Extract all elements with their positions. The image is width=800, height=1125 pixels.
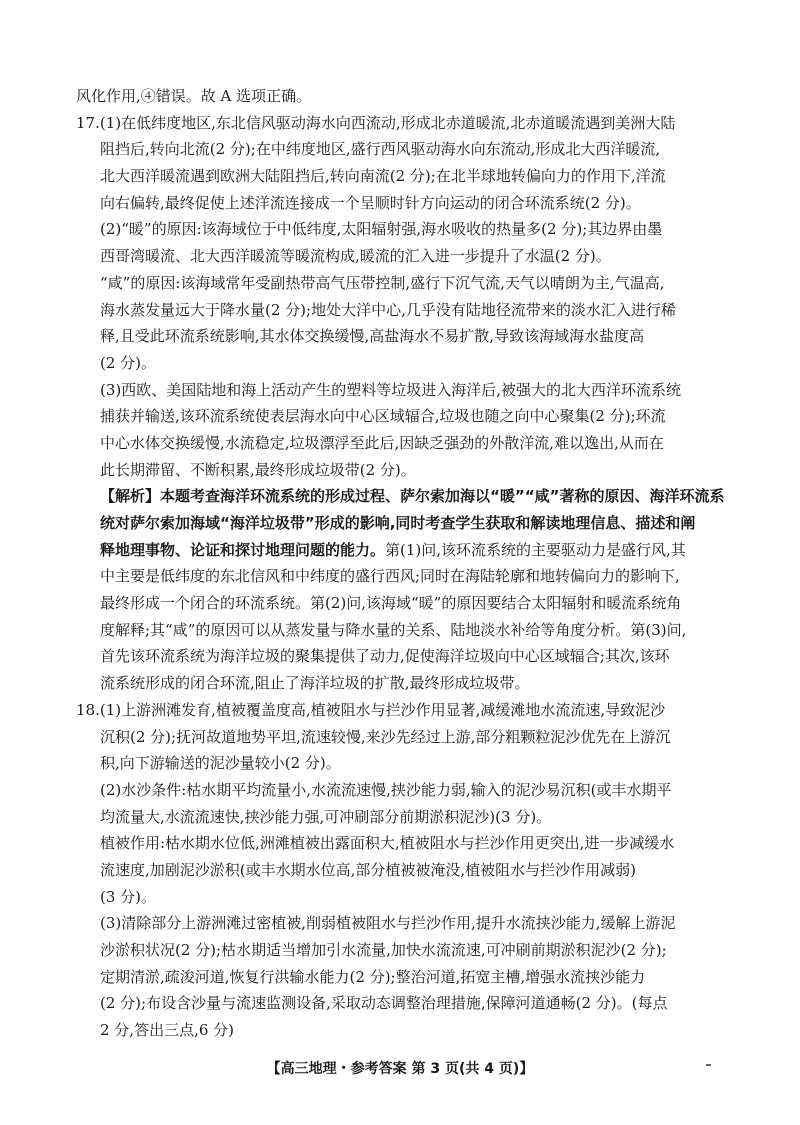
text-line: 捕获并输送,该环流系统使表层海水向中心区域辐合,垃圾也随之向中心聚集(2 分);环流: [100, 407, 666, 426]
text-line: (2)水沙条件:枯水期平均流量小,水流流速慢,挟沙能力弱,输入的泥沙易沉积(或丰水期平: [100, 780, 672, 799]
text-line: 流系统形成的闭合环流,阻止了海洋垃圾的扩散,最终形成垃圾带。: [100, 674, 530, 693]
text-line: 中主要是低纬度的东北信风和中纬度的盛行西风;同时在海陆轮廓和地转偏向力的影响下,: [100, 567, 680, 586]
text-line: 海水蒸发量远大于降水量(2 分);地处大洋中心,几乎没有陆地径流带来的淡水汇入进行稀: [100, 300, 676, 319]
text-line: (2 分)。: [100, 353, 157, 372]
text-line: 阻挡后,转向北流(2 分);在中纬度地区,盛行西风驱动海水向东流动,形成北大西洋暖流,: [100, 140, 661, 159]
analysis-line: [76, 483, 728, 510]
text-line: (2 分);布设含沙量与流速监测设备,采取动态调整治理措施,保障河道通畅(2 分)。(每点: [100, 994, 668, 1013]
text-line: 西哥湾暖流、北大西洋暖流等暖流构成,暖流的汇入进一步提升了水温(2 分)。: [100, 247, 611, 266]
text-line: 最终形成一个闭合的环流系统。第(2)问,该海域“暖”的原因要结合太阳辐射和暖流系统角: [100, 594, 682, 613]
text-line: 首先该环流系统为海洋垃圾的聚集提供了动力,促使海洋垃圾向中心区域辐合;其次,该环: [100, 647, 670, 666]
scan-mark: [706, 1064, 711, 1066]
text-line: 沉积(2 分);抚河故道地势平坦,流速较慢,来沙先经过上游,部分粗颗粒泥沙优先在上游沉: [100, 727, 671, 746]
question-17-line: 17.(1)在低纬度地区,东北信风驱动海水向西流动,形成北赤道暖流,北赤道暖流遇到美洲大陆: [76, 113, 676, 132]
text-line: (3)清除部分上游洲滩过密植被,削弱植被阻水与拦沙作用,提升水流挟沙能力,缓解上游泥: [100, 914, 676, 933]
text-line: 均流量大,水流流速快,挟沙能力强,可冲刷部分前期淤积泥沙)(3 分)。: [100, 807, 552, 826]
text-line: 向右偏转,最终促使上述洋流连接成一个呈顺时针方向运动的闭合环流系统(2 分)。: [100, 193, 641, 212]
text-line: (3)西欧、美国陆地和海上活动产生的塑料等垃圾进入海洋后,被强大的北大西洋环流系统: [100, 380, 682, 399]
analysis-tag: 【解析】: [100, 487, 161, 506]
text-line: 度解释;其“咸”的原因可以从蒸发量与降水量的关系、陆地淡水补给等角度分析。第(3)问,: [100, 620, 687, 639]
text-line: 积,向下游输送的泥沙量较小(2 分)。: [100, 754, 341, 773]
analysis-text: 第(1)问,该环流系统的主要驱动力是盛行风,其: [385, 540, 686, 559]
analysis-bold-text: 本题考查海洋环流系统的形成过程、萨尔索加海以“暖”“咸”著称的原因、海洋环流系: [160, 487, 725, 506]
text-line: “咸”的原因:该海域常年受副热带高气压带控制,盛行下沉气流,天气以晴朗为主,气温高,: [100, 273, 665, 292]
text-line: 植被作用:枯水期水位低,洲滩植被出露面积大,植被阻水与拦沙作用更突出,进一步减缓水: [100, 834, 675, 853]
question-18-line: 18.(1)上游洲滩发育,植被覆盖度高,植被阻水与拦沙作用显著,减缓滩地水流流速,导致泥沙: [76, 700, 666, 719]
text-line: 沙淤积状况(2 分);枯水期适当增加引水流量,加快水流流速,可冲刷前期淤积泥沙(2 分);: [100, 941, 667, 959]
text-line: (3 分)。: [100, 887, 157, 906]
text-line: 此长期滞留、不断积累,最终形成垃圾带(2 分)。: [100, 460, 416, 479]
analysis-bold-text: 释地理事物、论证和探讨地理问题的能力。: [100, 540, 386, 559]
page-footer: 【高三地理・参考答案 第 3 页(共 4 页)】: [266, 1061, 534, 1077]
text-line: 风化作用,④错误。故 A 选项正确。: [76, 87, 312, 105]
text-line: 北大西洋暖流遇到欧洲大陆阻挡后,转向南流(2 分);在北半球地转偏向力的作用下,洋流: [100, 167, 666, 186]
analysis-bold-line: 统对萨尔索加海域“海洋垃圾带”形成的影响,同时考查学生获取和解读地理信息、描述和阐: [100, 514, 696, 532]
text-line: 2 分,答出三点,6 分): [100, 1021, 235, 1040]
text-line: 定期清淤,疏浚河道,恢复行洪输水能力(2 分);整治河道,拓宽主槽,增强水流挟沙能力: [100, 967, 646, 986]
text-line: (2)“暖”的原因:该海域位于中低纬度,太阳辐射强,海水吸收的热量多(2 分);其边界由墨: [100, 220, 663, 239]
answer-page: [76, 83, 728, 1044]
text-line: 流速度,加剧泥沙淤积(或丰水期水位高,部分植被被淹没,植被阻水与拦沙作用减弱): [100, 860, 637, 879]
text-line: 释,且受此环流系统影响,其水体交换缓慢,高盐海水不易扩散,导致该海域海水盐度高: [100, 327, 645, 346]
analysis-line: [76, 537, 728, 564]
text-line: 中心水体交换缓慢,水流稳定,垃圾漂浮至此后,因缺乏强劲的外散洋流,难以逸出,从而在: [100, 433, 664, 452]
